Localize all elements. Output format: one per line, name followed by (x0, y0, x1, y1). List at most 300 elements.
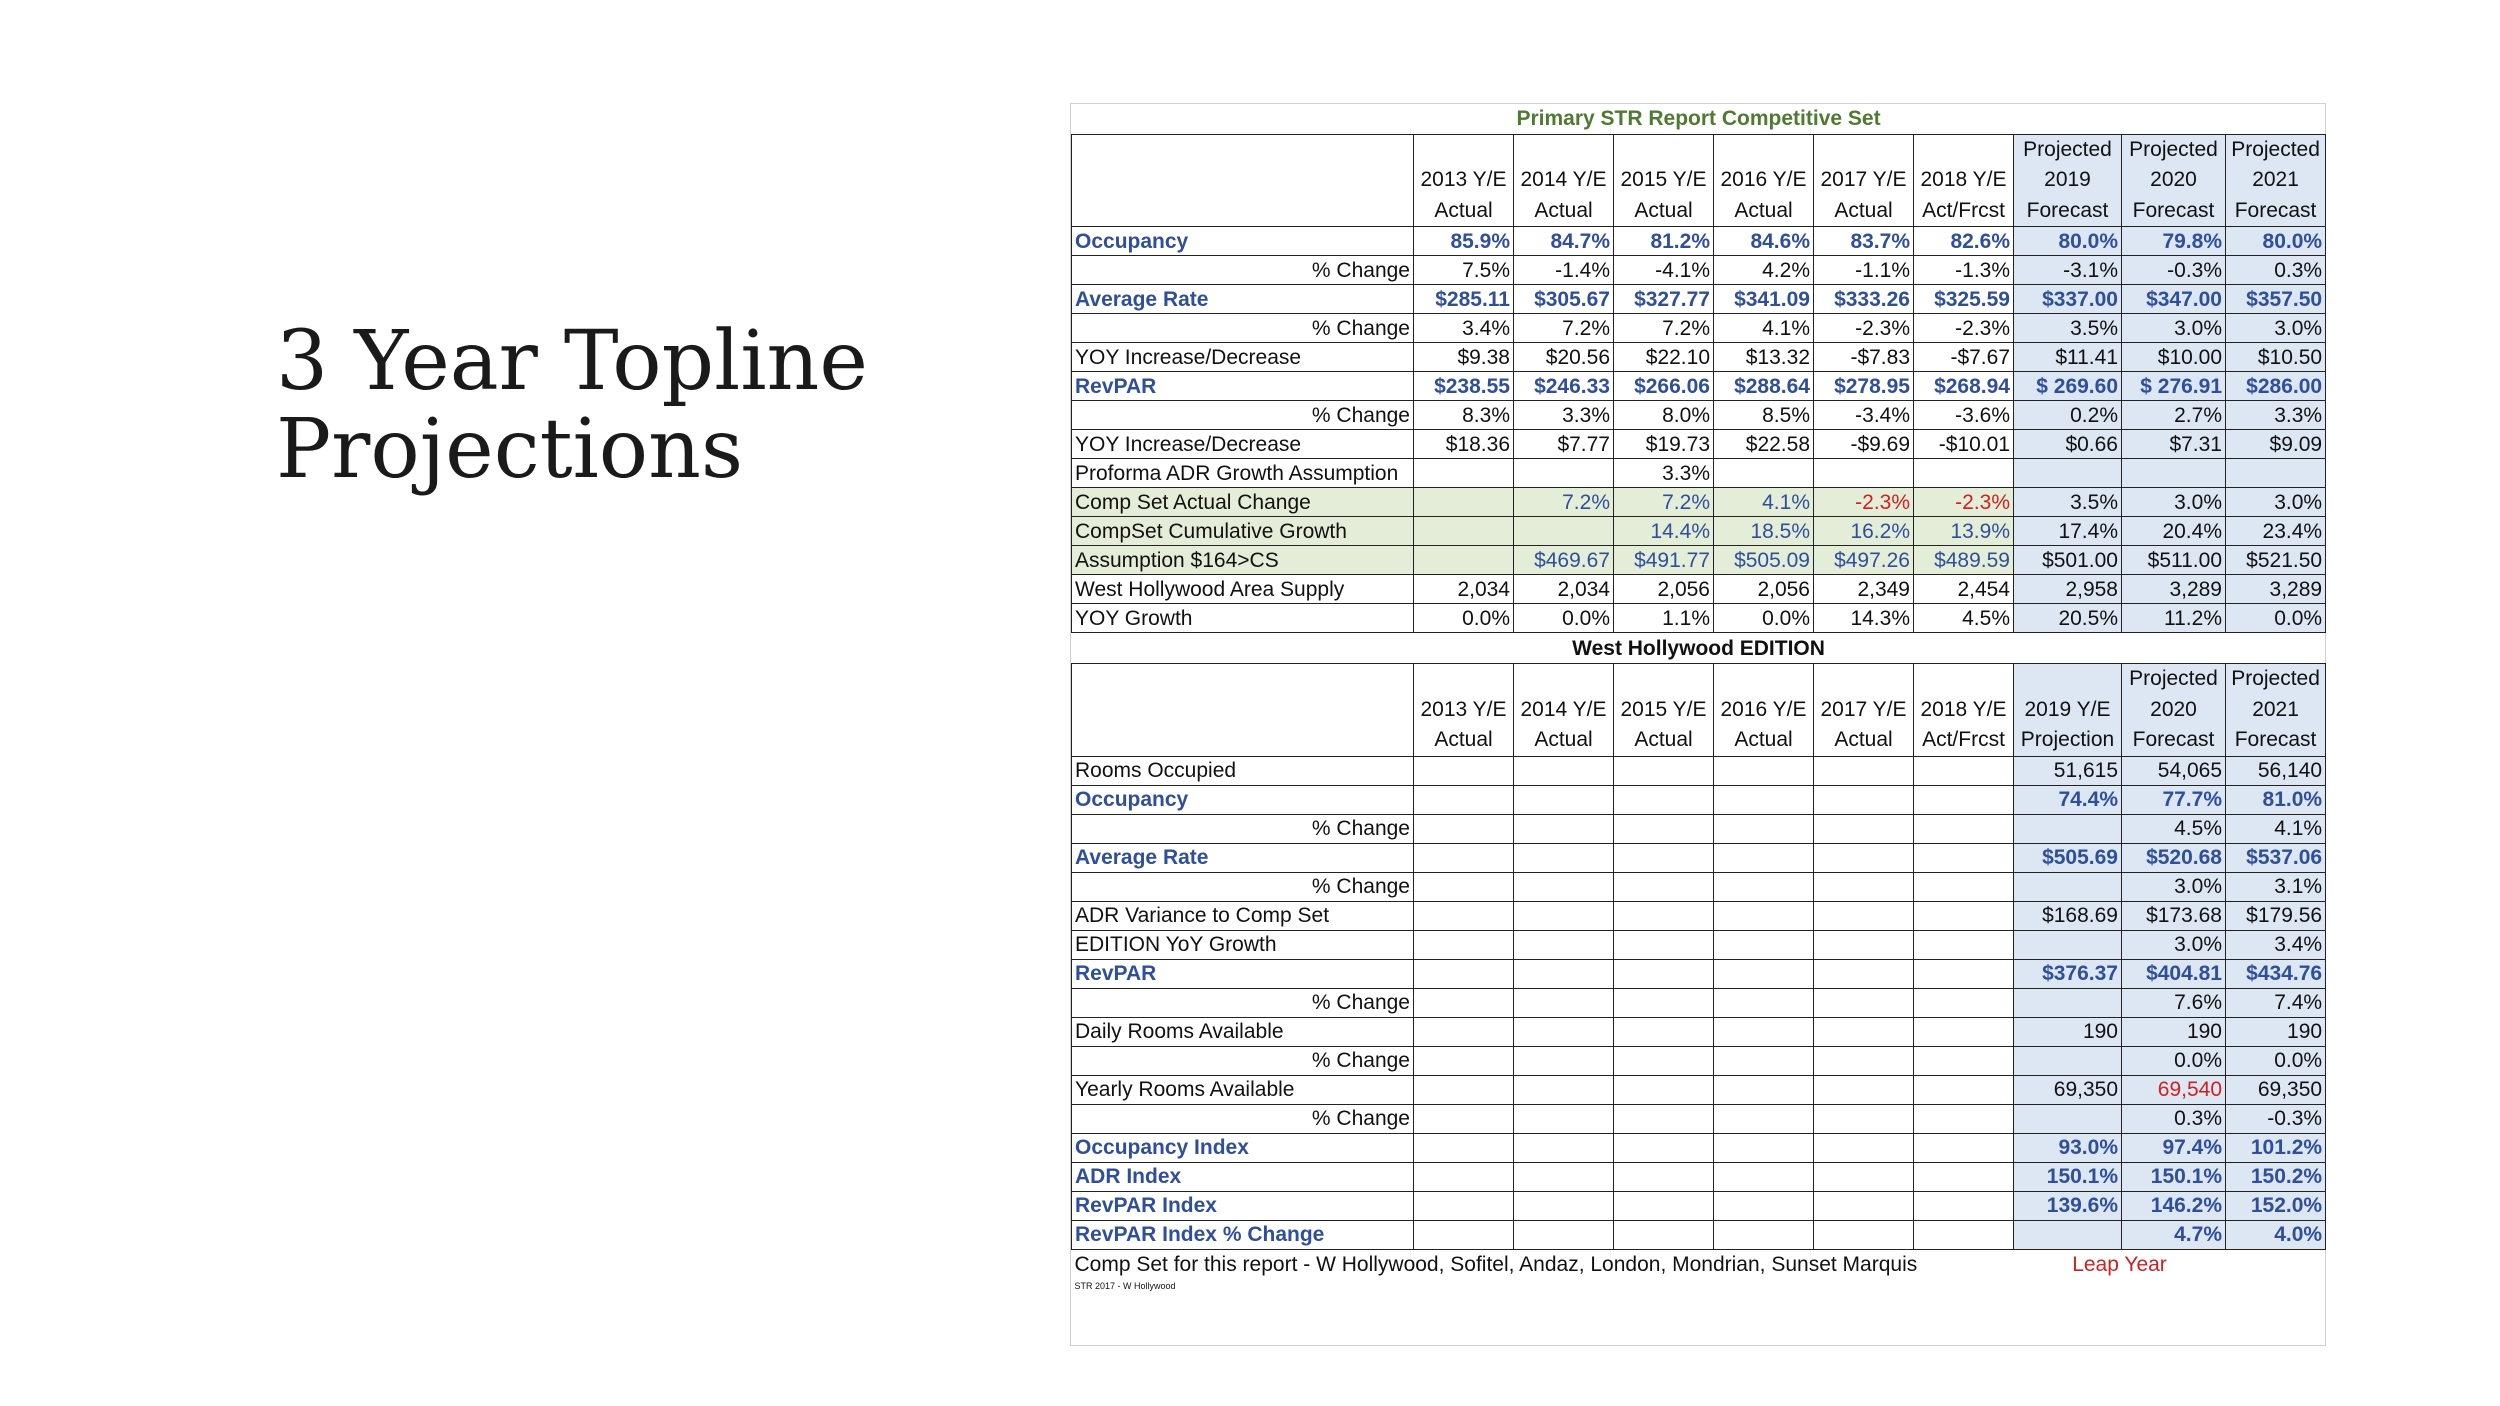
column-header-line: 2018 Y/E (1920, 168, 2007, 192)
data-cell (1814, 930, 1914, 959)
data-cell: 2,349 (1814, 575, 1914, 604)
column-header (1914, 135, 2014, 227)
data-cell (1614, 1046, 1714, 1075)
data-cell: 3,289 (2226, 575, 2326, 604)
projections-table (1071, 104, 2326, 1294)
leap-year-note: Leap Year (2072, 1253, 2167, 1277)
data-cell: 3.3% (2226, 401, 2326, 430)
column-header-line: 2021 (2252, 697, 2299, 721)
column-header-line: 2020 (2150, 697, 2197, 721)
column-header-line: 2013 Y/E (1420, 168, 1507, 192)
data-cell (1614, 814, 1714, 843)
data-cell (1414, 785, 1514, 814)
column-header (1414, 135, 1514, 227)
data-cell: $246.33 (1514, 372, 1614, 401)
data-cell: $511.00 (2122, 546, 2226, 575)
data-cell: $7.77 (1514, 430, 1614, 459)
data-cell: 7.2% (1514, 488, 1614, 517)
data-cell: 101.2% (2226, 1133, 2326, 1162)
data-cell (1714, 1162, 1814, 1191)
data-cell: -2.3% (1914, 314, 2014, 343)
data-cell (1414, 1046, 1514, 1075)
data-cell (2014, 459, 2122, 488)
data-cell: 2,056 (1614, 575, 1714, 604)
column-header-line: Actual (1834, 728, 1893, 752)
data-cell: 3.4% (1414, 314, 1514, 343)
column-header-line: Forecast (2132, 198, 2215, 222)
footer-empty (2226, 1249, 2326, 1280)
data-cell (1714, 1104, 1814, 1133)
data-cell (2014, 930, 2122, 959)
column-header (1714, 135, 1814, 227)
column-header-line: Actual (1734, 198, 1793, 222)
data-cell: 16.2% (1814, 517, 1914, 546)
data-cell (1614, 959, 1714, 988)
source-row (1072, 1280, 2326, 1294)
table-row (1072, 930, 2326, 959)
data-cell (1914, 1220, 2014, 1249)
data-cell (1614, 1104, 1714, 1133)
data-cell (1614, 901, 1714, 930)
column-header (1714, 664, 1814, 756)
data-cell (1914, 1046, 2014, 1075)
data-cell (1514, 843, 1614, 872)
footer-row (1072, 1249, 2326, 1280)
data-cell: $179.56 (2226, 901, 2326, 930)
row-label: ADR Index (1072, 1162, 1414, 1191)
data-cell: $22.58 (1714, 430, 1814, 459)
data-cell: $505.09 (1714, 546, 1814, 575)
column-header-line: 2016 Y/E (1720, 697, 1807, 721)
column-header-line: 2017 Y/E (1820, 697, 1907, 721)
data-cell: 8.5% (1714, 401, 1814, 430)
table-row (1072, 256, 2326, 285)
data-cell: $7.31 (2122, 430, 2226, 459)
slide-title-line1: 3 Year Topline (276, 314, 868, 409)
table-row (1072, 604, 2326, 633)
data-cell (1914, 959, 2014, 988)
data-cell: $285.11 (1414, 285, 1514, 314)
data-cell: 0.3% (2122, 1104, 2226, 1133)
row-label: Proforma ADR Growth Assumption (1072, 459, 1414, 488)
data-cell (1714, 1017, 1814, 1046)
data-cell: $327.77 (1614, 285, 1714, 314)
column-header-line: 2020 (2150, 168, 2197, 192)
data-cell: 7.2% (1614, 314, 1714, 343)
data-cell (1614, 988, 1714, 1017)
data-cell: 4.5% (1914, 604, 2014, 633)
data-cell: 7.5% (1414, 256, 1514, 285)
table-row (1072, 314, 2326, 343)
column-header-line: 2016 Y/E (1720, 168, 1807, 192)
data-cell: $266.06 (1614, 372, 1714, 401)
data-cell (1814, 1104, 1914, 1133)
data-cell: $469.67 (1514, 546, 1614, 575)
data-cell (1914, 901, 2014, 930)
data-cell: $9.38 (1414, 343, 1514, 372)
data-cell (1414, 843, 1514, 872)
header-row (1072, 664, 2326, 756)
slide-title (276, 314, 868, 497)
data-cell (1414, 546, 1514, 575)
data-cell: 0.2% (2014, 401, 2122, 430)
table-row (1072, 546, 2326, 575)
data-cell (1714, 1220, 1814, 1249)
data-cell: 3.0% (2226, 314, 2326, 343)
table-row (1072, 517, 2326, 546)
column-header-line: Projected (2231, 667, 2320, 691)
data-cell: $19.73 (1614, 430, 1714, 459)
data-cell: 3.5% (2014, 488, 2122, 517)
row-label: % Change (1072, 256, 1414, 285)
data-cell (1714, 1075, 1814, 1104)
data-cell: 0.3% (2226, 256, 2326, 285)
table-row (1072, 343, 2326, 372)
table-row (1072, 959, 2326, 988)
data-cell (1914, 1017, 2014, 1046)
data-cell: -3.4% (1814, 401, 1914, 430)
data-cell (1414, 1220, 1514, 1249)
data-cell: $288.64 (1714, 372, 1814, 401)
data-cell (1514, 959, 1614, 988)
data-cell: 84.7% (1514, 227, 1614, 256)
data-cell (1714, 1191, 1814, 1220)
data-cell: 4.0% (2226, 1220, 2326, 1249)
column-header-line: Act/Frcst (1922, 728, 2005, 752)
data-cell: 3.3% (1614, 459, 1714, 488)
column-header-line: 2013 Y/E (1420, 697, 1507, 721)
column-header-line: Projected (2129, 138, 2218, 161)
data-cell (1714, 872, 1814, 901)
data-cell: 190 (2226, 1017, 2326, 1046)
table-row (1072, 401, 2326, 430)
data-cell (1514, 1075, 1614, 1104)
row-label: % Change (1072, 314, 1414, 343)
data-cell: 3.5% (2014, 314, 2122, 343)
row-label: RevPAR (1072, 959, 1414, 988)
column-header-line: 2021 (2252, 168, 2299, 192)
data-cell: 4.5% (2122, 814, 2226, 843)
data-cell (1414, 1075, 1514, 1104)
data-cell (1914, 988, 2014, 1017)
column-header (2226, 135, 2326, 227)
data-cell: $537.06 (2226, 843, 2326, 872)
data-cell (1914, 1133, 2014, 1162)
table-row (1072, 988, 2326, 1017)
data-cell: $347.00 (2122, 285, 2226, 314)
row-label: Comp Set Actual Change (1072, 488, 1414, 517)
table-row (1072, 459, 2326, 488)
data-cell: $404.81 (2122, 959, 2226, 988)
data-cell (1814, 959, 1914, 988)
data-cell: 2,056 (1714, 575, 1814, 604)
data-cell (1914, 843, 2014, 872)
data-cell: 20.4% (2122, 517, 2226, 546)
row-label: YOY Increase/Decrease (1072, 343, 1414, 372)
data-cell: 152.0% (2226, 1191, 2326, 1220)
data-cell (1514, 785, 1614, 814)
header-blank-cell (1072, 664, 1414, 756)
header-row (1072, 135, 2326, 227)
data-cell: $10.50 (2226, 343, 2326, 372)
data-cell (2014, 1220, 2122, 1249)
data-cell: $305.67 (1514, 285, 1614, 314)
data-cell (1614, 1075, 1714, 1104)
data-cell: 23.4% (2226, 517, 2326, 546)
data-cell: $173.68 (2122, 901, 2226, 930)
data-cell: $286.00 (2226, 372, 2326, 401)
data-cell (1914, 459, 2014, 488)
data-cell (1814, 901, 1914, 930)
data-cell (1614, 1220, 1714, 1249)
data-cell: 146.2% (2122, 1191, 2226, 1220)
row-label: ADR Variance to Comp Set (1072, 901, 1414, 930)
data-cell (1514, 901, 1614, 930)
data-cell (1414, 930, 1514, 959)
data-cell (1614, 1017, 1714, 1046)
column-header-line: 2015 Y/E (1620, 168, 1707, 192)
column-header-line: 2018 Y/E (1920, 697, 2007, 721)
column-header (2014, 135, 2122, 227)
table-row (1072, 1017, 2326, 1046)
data-cell: $22.10 (1614, 343, 1714, 372)
data-cell: 4.1% (2226, 814, 2326, 843)
data-cell (1614, 1133, 1714, 1162)
data-cell: $325.59 (1914, 285, 2014, 314)
data-cell: 51,615 (2014, 756, 2122, 785)
row-label: Average Rate (1072, 285, 1414, 314)
data-cell (1414, 1017, 1514, 1046)
data-cell: 2,034 (1414, 575, 1514, 604)
column-header (1814, 664, 1914, 756)
section-title-row (1072, 104, 2326, 135)
data-cell (1414, 517, 1514, 546)
data-cell (1714, 1133, 1814, 1162)
row-label: Occupancy Index (1072, 1133, 1414, 1162)
table-row (1072, 1104, 2326, 1133)
data-cell: 69,350 (2226, 1075, 2326, 1104)
data-cell (1714, 843, 1814, 872)
slide-title-line2: Projections (276, 402, 744, 497)
data-cell: 3.0% (2226, 488, 2326, 517)
data-cell: 7.4% (2226, 988, 2326, 1017)
data-cell: $18.36 (1414, 430, 1514, 459)
table-row (1072, 227, 2326, 256)
data-cell: -4.1% (1614, 256, 1714, 285)
row-label: % Change (1072, 814, 1414, 843)
data-cell: $520.68 (2122, 843, 2226, 872)
row-label: RevPAR Index (1072, 1191, 1414, 1220)
row-label: EDITION YoY Growth (1072, 930, 1414, 959)
column-header-line: Actual (1634, 198, 1693, 222)
column-header-line: Projection (2020, 728, 2115, 752)
data-cell: 79.8% (2122, 227, 2226, 256)
column-header-line: Forecast (2234, 728, 2317, 752)
source-note: STR 2017 - W Hollywood (1074, 1280, 1176, 1291)
data-cell: 14.3% (1814, 604, 1914, 633)
data-cell: 74.4% (2014, 785, 2122, 814)
data-cell (1414, 814, 1514, 843)
data-cell (2014, 1104, 2122, 1133)
data-cell: $333.26 (1814, 285, 1914, 314)
data-cell: 69,540 (2122, 1075, 2226, 1104)
data-cell (1814, 756, 1914, 785)
data-cell: 56,140 (2226, 756, 2326, 785)
spreadsheet-table (1070, 103, 2326, 1346)
data-cell (1814, 1046, 1914, 1075)
data-cell (1514, 756, 1614, 785)
data-cell: 20.5% (2014, 604, 2122, 633)
column-header-line: Actual (1634, 728, 1693, 752)
data-cell: $491.77 (1614, 546, 1714, 575)
data-cell: 80.0% (2226, 227, 2326, 256)
data-cell: $10.00 (2122, 343, 2226, 372)
column-header-line: Act/Frcst (1922, 198, 2005, 222)
data-cell: $521.50 (2226, 546, 2326, 575)
row-label: CompSet Cumulative Growth (1072, 517, 1414, 546)
data-cell: 2,454 (1914, 575, 2014, 604)
data-cell (1414, 488, 1514, 517)
data-cell (1414, 872, 1514, 901)
data-cell (1514, 1017, 1614, 1046)
data-cell: $497.26 (1814, 546, 1914, 575)
data-cell: $357.50 (2226, 285, 2326, 314)
data-cell (2014, 1046, 2122, 1075)
column-header-line: Forecast (2026, 198, 2109, 222)
data-cell (1414, 756, 1514, 785)
data-cell: $505.69 (2014, 843, 2122, 872)
data-cell: 85.9% (1414, 227, 1514, 256)
data-cell: 81.2% (1614, 227, 1714, 256)
column-header (2122, 664, 2226, 756)
data-cell (1514, 814, 1614, 843)
data-cell: -$7.67 (1914, 343, 2014, 372)
data-cell: 0.0% (2226, 1046, 2326, 1075)
data-cell: 3.0% (2122, 488, 2226, 517)
table-row (1072, 372, 2326, 401)
data-cell: 0.0% (1714, 604, 1814, 633)
data-cell: 17.4% (2014, 517, 2122, 546)
data-cell (1514, 1046, 1614, 1075)
data-cell: 93.0% (2014, 1133, 2122, 1162)
column-header-line: 2019 Y/E (2024, 697, 2111, 721)
data-cell: 0.0% (2226, 604, 2326, 633)
data-cell (1414, 459, 1514, 488)
data-cell: 8.3% (1414, 401, 1514, 430)
row-label: % Change (1072, 872, 1414, 901)
data-cell: -$7.83 (1814, 343, 1914, 372)
column-header-line: Projected (2129, 667, 2218, 691)
row-label: RevPAR (1072, 372, 1414, 401)
data-cell (1914, 1104, 2014, 1133)
data-cell: -$9.69 (1814, 430, 1914, 459)
data-cell: 13.9% (1914, 517, 2014, 546)
data-cell: -3.1% (2014, 256, 2122, 285)
row-label: YOY Growth (1072, 604, 1414, 633)
data-cell (1714, 901, 1814, 930)
data-cell: 3.1% (2226, 872, 2326, 901)
data-cell (1414, 959, 1514, 988)
data-cell: 190 (2122, 1017, 2226, 1046)
data-cell: 97.4% (2122, 1133, 2226, 1162)
column-header (1614, 664, 1714, 756)
row-label: Occupancy (1072, 785, 1414, 814)
data-cell (2014, 988, 2122, 1017)
data-cell (1614, 872, 1714, 901)
data-cell (1614, 756, 1714, 785)
data-cell (1714, 959, 1814, 988)
column-header-line: Actual (1534, 728, 1593, 752)
data-cell: 69,350 (2014, 1075, 2122, 1104)
column-header (1514, 664, 1614, 756)
data-cell (2226, 459, 2326, 488)
data-cell (1814, 785, 1914, 814)
data-cell (1514, 1104, 1614, 1133)
data-cell: $501.00 (2014, 546, 2122, 575)
data-cell: $376.37 (2014, 959, 2122, 988)
data-cell: -3.6% (1914, 401, 2014, 430)
data-cell: 18.5% (1714, 517, 1814, 546)
data-cell: -$10.01 (1914, 430, 2014, 459)
data-cell (2014, 814, 2122, 843)
data-cell (1914, 785, 2014, 814)
data-cell (1414, 988, 1514, 1017)
data-cell: 190 (2014, 1017, 2122, 1046)
data-cell: 54,065 (2122, 756, 2226, 785)
column-header-line: Actual (1834, 198, 1893, 222)
data-cell (1814, 1162, 1914, 1191)
data-cell (1614, 1191, 1714, 1220)
table-row (1072, 575, 2326, 604)
data-cell (1414, 1162, 1514, 1191)
section-title: West Hollywood EDITION (1572, 636, 1825, 660)
data-cell: 14.4% (1614, 517, 1714, 546)
section-title: Primary STR Report Competitive Set (1516, 107, 1881, 131)
data-cell: $13.32 (1714, 343, 1814, 372)
data-cell (1514, 988, 1614, 1017)
row-label: Daily Rooms Available (1072, 1017, 1414, 1046)
column-header-line: 2014 Y/E (1520, 697, 1607, 721)
data-cell (1914, 1162, 2014, 1191)
column-header (1414, 664, 1514, 756)
data-cell: 1.1% (1614, 604, 1714, 633)
data-cell (1814, 459, 1914, 488)
data-cell: 83.7% (1814, 227, 1914, 256)
data-cell: 84.6% (1714, 227, 1814, 256)
column-header-line: 2014 Y/E (1520, 168, 1607, 192)
row-label: Assumption $164>CS (1072, 546, 1414, 575)
data-cell: 82.6% (1914, 227, 2014, 256)
data-cell (1714, 988, 1814, 1017)
data-cell (2014, 872, 2122, 901)
data-cell: 7.6% (2122, 988, 2226, 1017)
column-header (1814, 135, 1914, 227)
column-header-line: Actual (1534, 198, 1593, 222)
data-cell (1814, 872, 1914, 901)
data-cell (1414, 1133, 1514, 1162)
data-cell (1514, 1220, 1614, 1249)
table-row (1072, 285, 2326, 314)
row-label: RevPAR Index % Change (1072, 1220, 1414, 1249)
data-cell (1714, 930, 1814, 959)
column-header-line: Actual (1434, 198, 1493, 222)
row-label: % Change (1072, 1046, 1414, 1075)
data-cell (1514, 872, 1614, 901)
table-row (1072, 814, 2326, 843)
column-header (1914, 664, 2014, 756)
column-header (2122, 135, 2226, 227)
data-cell: $0.66 (2014, 430, 2122, 459)
